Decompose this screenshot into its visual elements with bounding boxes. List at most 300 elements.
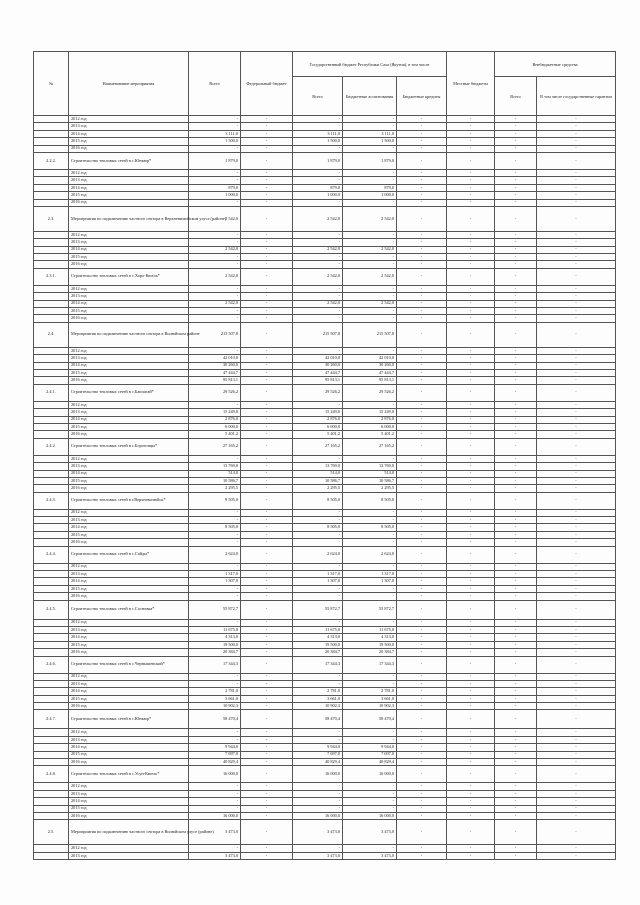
value-cell: 13 769,0 <box>343 463 397 470</box>
value-cell: - <box>343 199 397 206</box>
measure-name: Строительство тепловых сетей в с.Усун-Кюель* <box>69 766 189 783</box>
empty-code-cell <box>34 285 69 292</box>
value-cell: 9 944,0 <box>189 744 241 751</box>
year-row <box>34 130 616 137</box>
measure-name: Строительство тепловых сетей в с.Чернышевский* <box>69 656 189 673</box>
measure-row <box>34 546 616 563</box>
year-row <box>34 177 616 184</box>
year-label: 2014 год <box>69 634 189 641</box>
value-cell: 3 473,0 <box>293 820 343 845</box>
value-cell: - <box>447 729 495 736</box>
value-cell: - <box>241 805 293 812</box>
value-cell: - <box>397 751 447 758</box>
empty-code-cell <box>34 416 69 423</box>
year-label: 2012 год <box>69 619 189 626</box>
value-cell: - <box>397 315 447 322</box>
year-row <box>34 524 616 531</box>
value-cell: 30 260,0 <box>189 362 241 369</box>
value-cell: - <box>447 673 495 680</box>
value-cell: - <box>293 239 343 246</box>
value-cell: - <box>293 517 343 524</box>
value-cell: - <box>397 438 447 455</box>
value-cell: - <box>343 231 397 238</box>
value-cell: - <box>447 239 495 246</box>
value-cell: - <box>537 852 616 859</box>
empty-code-cell <box>34 123 69 130</box>
measure-row <box>34 710 616 729</box>
value-cell: 514,0 <box>189 470 241 477</box>
value-cell: - <box>241 261 293 268</box>
value-cell: - <box>447 680 495 687</box>
value-cell: 1 317,0 <box>189 571 241 578</box>
value-cell: - <box>447 355 495 362</box>
value-cell: - <box>447 300 495 307</box>
value-cell: - <box>447 585 495 592</box>
value-cell: - <box>397 695 447 702</box>
empty-code-cell <box>34 759 69 766</box>
value-cell: - <box>241 239 293 246</box>
value-cell: - <box>537 563 616 570</box>
value-cell: - <box>241 688 293 695</box>
value-cell: 514,0 <box>343 470 397 477</box>
measure-row <box>34 152 616 169</box>
year-row <box>34 805 616 812</box>
measure-code: 2.3. <box>34 206 69 231</box>
value-cell: - <box>343 585 397 592</box>
value-cell: 3 661,0 <box>189 695 241 702</box>
year-row <box>34 619 616 626</box>
value-cell: 40 829,4 <box>189 759 241 766</box>
value-cell: - <box>241 485 293 492</box>
value-cell: - <box>397 813 447 820</box>
value-cell: 11 675,0 <box>189 626 241 633</box>
value-cell: 3 473,0 <box>293 852 343 859</box>
year-row <box>34 585 616 592</box>
value-cell: - <box>189 285 241 292</box>
value-cell: 1 307,0 <box>293 578 343 585</box>
value-cell: - <box>189 619 241 626</box>
value-cell: 15 249,0 <box>293 409 343 416</box>
value-cell: - <box>397 254 447 261</box>
value-cell: - <box>241 703 293 710</box>
value-cell: - <box>189 308 241 315</box>
value-cell: - <box>241 300 293 307</box>
year-label: 2012 год <box>69 845 189 852</box>
value-cell: - <box>447 285 495 292</box>
value-cell: - <box>495 695 537 702</box>
value-cell: - <box>189 231 241 238</box>
value-cell: - <box>537 477 616 484</box>
year-label: 2016 год <box>69 703 189 710</box>
value-cell: - <box>447 852 495 859</box>
empty-code-cell <box>34 571 69 578</box>
value-cell: - <box>447 649 495 656</box>
header-federal: Федеральный бюджет <box>241 52 293 116</box>
value-cell: 58 470,4 <box>189 710 241 729</box>
value-cell: - <box>241 192 293 199</box>
empty-code-cell <box>34 509 69 516</box>
year-row <box>34 369 616 376</box>
empty-code-cell <box>34 805 69 812</box>
value-cell: - <box>397 509 447 516</box>
value-cell: - <box>241 783 293 790</box>
value-cell: 2 542,0 <box>293 268 343 285</box>
value-cell: - <box>447 463 495 470</box>
value-cell: - <box>343 169 397 176</box>
empty-code-cell <box>34 477 69 484</box>
value-cell: - <box>495 703 537 710</box>
year-row <box>34 593 616 600</box>
value-cell: - <box>397 600 447 619</box>
measure-row <box>34 384 616 401</box>
value-cell: 17 344,3 <box>293 656 343 673</box>
empty-code-cell <box>34 347 69 354</box>
measure-row <box>34 438 616 455</box>
year-row <box>34 300 616 307</box>
empty-code-cell <box>34 463 69 470</box>
value-cell: - <box>241 416 293 423</box>
measure-code: 2.4.4. <box>34 546 69 563</box>
value-cell: - <box>397 355 447 362</box>
year-row <box>34 192 616 199</box>
value-cell: - <box>189 790 241 797</box>
empty-code-cell <box>34 736 69 743</box>
year-row <box>34 852 616 859</box>
empty-code-cell <box>34 362 69 369</box>
value-cell: - <box>447 790 495 797</box>
value-cell: - <box>293 231 343 238</box>
value-cell: 3 111,0 <box>189 130 241 137</box>
value-cell: - <box>495 377 537 384</box>
value-cell: - <box>447 766 495 783</box>
value-cell: - <box>241 130 293 137</box>
value-cell: - <box>241 347 293 354</box>
value-cell: 2 876,0 <box>343 416 397 423</box>
empty-code-cell <box>34 431 69 438</box>
year-row <box>34 423 616 430</box>
year-row <box>34 531 616 538</box>
value-cell: - <box>397 138 447 145</box>
value-cell: - <box>397 805 447 812</box>
value-cell: - <box>241 563 293 570</box>
value-cell: 514,0 <box>293 470 343 477</box>
empty-code-cell <box>34 563 69 570</box>
value-cell: 19 500,0 <box>189 641 241 648</box>
value-cell: 9 944,0 <box>343 744 397 751</box>
value-cell: - <box>397 571 447 578</box>
value-cell: - <box>495 813 537 820</box>
value-cell: - <box>495 285 537 292</box>
value-cell: - <box>241 355 293 362</box>
value-cell: - <box>537 261 616 268</box>
empty-code-cell <box>34 145 69 152</box>
value-cell: - <box>495 322 537 347</box>
value-cell: - <box>537 766 616 783</box>
value-cell: - <box>495 673 537 680</box>
value-cell: - <box>241 539 293 546</box>
value-cell: 3 661,0 <box>343 695 397 702</box>
value-cell: - <box>537 254 616 261</box>
value-cell: - <box>241 524 293 531</box>
value-cell: - <box>495 710 537 729</box>
year-label: 2014 год <box>69 246 189 253</box>
value-cell: - <box>241 695 293 702</box>
value-cell: - <box>495 729 537 736</box>
value-cell: 4 313,0 <box>293 634 343 641</box>
value-cell: - <box>293 145 343 152</box>
value-cell: - <box>397 477 447 484</box>
value-cell: - <box>293 673 343 680</box>
value-cell: - <box>189 293 241 300</box>
year-label: 2013 год <box>69 123 189 130</box>
year-row <box>34 315 616 322</box>
value-cell: - <box>537 169 616 176</box>
value-cell: - <box>397 268 447 285</box>
value-cell: - <box>397 322 447 347</box>
value-cell: - <box>293 261 343 268</box>
value-cell: - <box>241 138 293 145</box>
value-cell: - <box>447 531 495 538</box>
year-label: 2016 год <box>69 593 189 600</box>
value-cell: - <box>447 138 495 145</box>
value-cell: 1 879,0 <box>189 152 241 169</box>
year-label: 2012 год <box>69 783 189 790</box>
value-cell: - <box>397 759 447 766</box>
value-cell: - <box>537 492 616 509</box>
value-cell: - <box>397 470 447 477</box>
value-cell: - <box>447 546 495 563</box>
value-cell: - <box>537 710 616 729</box>
year-row <box>34 455 616 462</box>
value-cell: - <box>495 239 537 246</box>
empty-code-cell <box>34 845 69 852</box>
year-label: 2013 год <box>69 463 189 470</box>
value-cell: - <box>495 509 537 516</box>
value-cell: - <box>495 268 537 285</box>
value-cell: 20 384,7 <box>189 649 241 656</box>
value-cell: - <box>495 539 537 546</box>
value-cell: - <box>447 477 495 484</box>
year-row <box>34 285 616 292</box>
value-cell: - <box>241 571 293 578</box>
table-body <box>34 116 616 860</box>
value-cell: - <box>537 619 616 626</box>
value-cell: - <box>343 531 397 538</box>
value-cell: 29 526,2 <box>293 384 343 401</box>
value-cell: - <box>495 820 537 845</box>
value-cell: - <box>447 384 495 401</box>
value-cell: - <box>537 729 616 736</box>
value-cell: 16 000,0 <box>343 813 397 820</box>
header-name: Наименование мероприятия <box>69 52 189 116</box>
value-cell: - <box>537 736 616 743</box>
empty-code-cell <box>34 634 69 641</box>
value-cell: 1 879,0 <box>343 152 397 169</box>
value-cell: - <box>495 593 537 600</box>
value-cell: - <box>537 634 616 641</box>
value-cell: - <box>447 634 495 641</box>
value-cell: 2 624,0 <box>293 546 343 563</box>
empty-code-cell <box>34 539 69 546</box>
value-cell: - <box>537 268 616 285</box>
year-label: 2015 год <box>69 641 189 648</box>
year-row <box>34 744 616 751</box>
value-cell: 2 295,5 <box>343 485 397 492</box>
value-cell: - <box>293 798 343 805</box>
value-cell: - <box>241 593 293 600</box>
value-cell: - <box>293 254 343 261</box>
year-row <box>34 517 616 524</box>
value-cell: - <box>343 455 397 462</box>
value-cell: - <box>343 729 397 736</box>
value-cell: - <box>537 485 616 492</box>
value-cell: - <box>241 759 293 766</box>
value-cell: 58 470,4 <box>343 710 397 729</box>
value-cell: - <box>447 455 495 462</box>
value-cell: - <box>397 423 447 430</box>
header-state-alloc: Бюджетные ассигнования <box>343 77 397 116</box>
year-row <box>34 571 616 578</box>
value-cell: 20 384,7 <box>343 649 397 656</box>
year-label: 2013 год <box>69 409 189 416</box>
value-cell: - <box>397 362 447 369</box>
value-cell: - <box>343 798 397 805</box>
value-cell: - <box>537 377 616 384</box>
value-cell: 7 697,0 <box>343 751 397 758</box>
value-cell: - <box>343 285 397 292</box>
value-cell: - <box>537 783 616 790</box>
year-row <box>34 254 616 261</box>
measure-name: Строительство тепловых сетей в с.Юнкюр* <box>69 710 189 729</box>
value-cell: - <box>189 254 241 261</box>
value-cell: - <box>495 308 537 315</box>
year-row <box>34 751 616 758</box>
value-cell: - <box>537 152 616 169</box>
value-cell: - <box>397 145 447 152</box>
year-label: 2016 год <box>69 813 189 820</box>
measure-code: 2.3.1. <box>34 268 69 285</box>
year-label: 2013 год <box>69 626 189 633</box>
header-local: Местные бюджеты <box>447 52 495 116</box>
value-cell: - <box>537 384 616 401</box>
year-row <box>34 377 616 384</box>
value-cell: - <box>241 455 293 462</box>
value-cell: - <box>447 485 495 492</box>
value-cell: 1 000,0 <box>189 192 241 199</box>
year-label: 2016 год <box>69 145 189 152</box>
year-label: 2016 год <box>69 759 189 766</box>
value-cell: - <box>241 673 293 680</box>
value-cell: - <box>495 744 537 751</box>
value-cell: - <box>537 600 616 619</box>
value-cell: - <box>189 729 241 736</box>
value-cell: - <box>241 362 293 369</box>
value-cell: - <box>447 619 495 626</box>
value-cell: 6 000,0 <box>189 423 241 430</box>
value-cell: 2 542,0 <box>293 246 343 253</box>
value-cell: - <box>537 423 616 430</box>
value-cell: - <box>343 805 397 812</box>
table-header <box>34 52 616 116</box>
value-cell: - <box>241 401 293 408</box>
value-cell: - <box>537 539 616 546</box>
value-cell: - <box>397 517 447 524</box>
value-cell: - <box>537 531 616 538</box>
value-cell: - <box>537 293 616 300</box>
value-cell: - <box>293 593 343 600</box>
year-row <box>34 845 616 852</box>
value-cell: - <box>189 169 241 176</box>
year-row <box>34 539 616 546</box>
value-cell: - <box>189 593 241 600</box>
year-label: 2015 год <box>69 192 189 199</box>
value-cell: - <box>537 641 616 648</box>
value-cell: 47 444,7 <box>189 369 241 376</box>
value-cell: - <box>495 231 537 238</box>
value-cell: - <box>495 438 537 455</box>
year-label: 2012 год <box>69 509 189 516</box>
value-cell: 9 944,0 <box>293 744 343 751</box>
value-cell: 15 249,0 <box>189 409 241 416</box>
value-cell: - <box>397 766 447 783</box>
value-cell: - <box>447 626 495 633</box>
value-cell: 2 295,5 <box>293 485 343 492</box>
year-label: 2012 год <box>69 729 189 736</box>
value-cell: - <box>447 593 495 600</box>
value-cell: 215 507,8 <box>343 322 397 347</box>
value-cell: - <box>293 563 343 570</box>
year-row <box>34 578 616 585</box>
measure-code: 2.4.6. <box>34 656 69 673</box>
value-cell: - <box>447 656 495 673</box>
value-cell: - <box>537 626 616 633</box>
value-cell: - <box>537 308 616 315</box>
value-cell: - <box>495 347 537 354</box>
year-label: 2012 год <box>69 563 189 570</box>
value-cell: - <box>537 805 616 812</box>
value-cell: - <box>189 680 241 687</box>
value-cell: - <box>447 688 495 695</box>
year-row <box>34 116 616 123</box>
measure-code: 2.2.2. <box>34 152 69 169</box>
value-cell: - <box>537 517 616 524</box>
value-cell: - <box>189 585 241 592</box>
year-row <box>34 729 616 736</box>
value-cell: 95 813,1 <box>343 377 397 384</box>
value-cell: - <box>495 206 537 231</box>
value-cell: - <box>495 300 537 307</box>
value-cell: - <box>447 268 495 285</box>
value-cell: - <box>495 634 537 641</box>
value-cell: - <box>241 517 293 524</box>
value-cell: - <box>241 285 293 292</box>
value-cell: - <box>447 347 495 354</box>
year-row <box>34 431 616 438</box>
year-label: 2014 год <box>69 744 189 751</box>
year-label: 2013 год <box>69 293 189 300</box>
measure-name: Строительство тепловых сетей в с.Сосновка* <box>69 600 189 619</box>
year-label: 2013 год <box>69 517 189 524</box>
value-cell: 19 500,0 <box>343 641 397 648</box>
header-total: Всего <box>189 52 241 116</box>
value-cell: - <box>189 123 241 130</box>
value-cell: - <box>447 177 495 184</box>
value-cell: - <box>495 409 537 416</box>
value-cell: - <box>495 531 537 538</box>
value-cell: 2 781,0 <box>293 688 343 695</box>
value-cell: - <box>447 409 495 416</box>
measure-row <box>34 322 616 347</box>
